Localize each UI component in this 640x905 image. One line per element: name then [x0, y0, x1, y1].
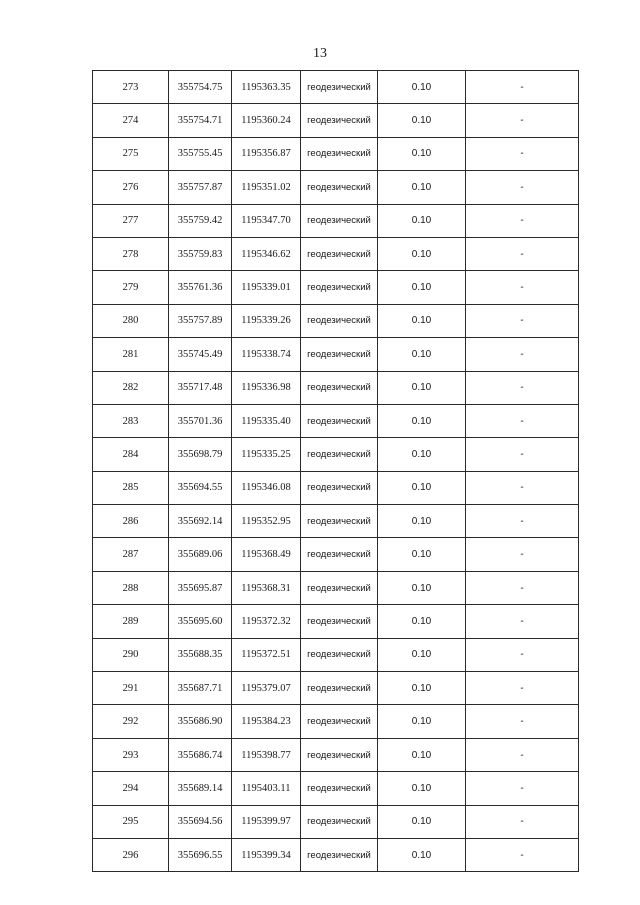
point-number-cell: 293	[93, 738, 169, 771]
x-coordinate-cell: 355687.71	[169, 672, 232, 705]
accuracy-cell: 0.10	[378, 471, 466, 504]
table-row	[93, 471, 579, 504]
x-coordinate-cell: 355755.45	[169, 137, 232, 170]
note-cell: -	[466, 705, 579, 738]
y-coordinate-cell: 1195372.32	[232, 605, 301, 638]
point-number-cell: 274	[93, 104, 169, 137]
point-number-cell: 279	[93, 271, 169, 304]
method-cell: геодезический	[301, 638, 378, 671]
point-number-cell: 295	[93, 805, 169, 838]
table-row	[93, 137, 579, 170]
point-number-cell: 285	[93, 471, 169, 504]
point-number-cell: 286	[93, 505, 169, 538]
note-cell: -	[466, 71, 579, 104]
note-cell: -	[466, 171, 579, 204]
method-cell: геодезический	[301, 338, 378, 371]
y-coordinate-cell: 1195399.97	[232, 805, 301, 838]
table-row	[93, 505, 579, 538]
method-cell: геодезический	[301, 104, 378, 137]
note-cell: -	[466, 638, 579, 671]
table-row	[93, 805, 579, 838]
x-coordinate-cell: 355701.36	[169, 404, 232, 437]
x-coordinate-cell: 355694.56	[169, 805, 232, 838]
y-coordinate-cell: 1195346.62	[232, 237, 301, 270]
accuracy-cell: 0.10	[378, 805, 466, 838]
note-cell: -	[466, 338, 579, 371]
table-row	[93, 171, 579, 204]
point-number-cell: 292	[93, 705, 169, 738]
accuracy-cell: 0.10	[378, 738, 466, 771]
table-row	[93, 404, 579, 437]
note-cell: -	[466, 204, 579, 237]
x-coordinate-cell: 355759.83	[169, 237, 232, 270]
y-coordinate-cell: 1195347.70	[232, 204, 301, 237]
table-row	[93, 104, 579, 137]
table-row	[93, 605, 579, 638]
accuracy-cell: 0.10	[378, 304, 466, 337]
point-number-cell: 275	[93, 137, 169, 170]
method-cell: геодезический	[301, 71, 378, 104]
point-number-cell: 283	[93, 404, 169, 437]
note-cell: -	[466, 772, 579, 805]
method-cell: геодезический	[301, 605, 378, 638]
accuracy-cell: 0.10	[378, 338, 466, 371]
x-coordinate-cell: 355686.90	[169, 705, 232, 738]
method-cell: геодезический	[301, 705, 378, 738]
method-cell: геодезический	[301, 204, 378, 237]
point-number-cell: 284	[93, 438, 169, 471]
point-number-cell: 282	[93, 371, 169, 404]
x-coordinate-cell: 355692.14	[169, 505, 232, 538]
accuracy-cell: 0.10	[378, 104, 466, 137]
point-number-cell: 287	[93, 538, 169, 571]
y-coordinate-cell: 1195352.95	[232, 505, 301, 538]
y-coordinate-cell: 1195338.74	[232, 338, 301, 371]
y-coordinate-cell: 1195368.49	[232, 538, 301, 571]
note-cell: -	[466, 137, 579, 170]
method-cell: геодезический	[301, 571, 378, 604]
point-number-cell: 289	[93, 605, 169, 638]
point-number-cell: 288	[93, 571, 169, 604]
x-coordinate-cell: 355689.06	[169, 538, 232, 571]
x-coordinate-cell: 355754.75	[169, 71, 232, 104]
accuracy-cell: 0.10	[378, 71, 466, 104]
accuracy-cell: 0.10	[378, 271, 466, 304]
y-coordinate-cell: 1195336.98	[232, 371, 301, 404]
method-cell: геодезический	[301, 137, 378, 170]
note-cell: -	[466, 371, 579, 404]
y-coordinate-cell: 1195356.87	[232, 137, 301, 170]
table-row	[93, 538, 579, 571]
table-row	[93, 237, 579, 270]
x-coordinate-cell: 355686.74	[169, 738, 232, 771]
accuracy-cell: 0.10	[378, 204, 466, 237]
accuracy-cell: 0.10	[378, 505, 466, 538]
note-cell: -	[466, 104, 579, 137]
y-coordinate-cell: 1195339.26	[232, 304, 301, 337]
x-coordinate-cell: 355689.14	[169, 772, 232, 805]
note-cell: -	[466, 805, 579, 838]
table-row	[93, 338, 579, 371]
note-cell: -	[466, 571, 579, 604]
note-cell: -	[466, 404, 579, 437]
method-cell: геодезический	[301, 805, 378, 838]
point-number-cell: 290	[93, 638, 169, 671]
accuracy-cell: 0.10	[378, 772, 466, 805]
note-cell: -	[466, 505, 579, 538]
accuracy-cell: 0.10	[378, 371, 466, 404]
table-row	[93, 638, 579, 671]
y-coordinate-cell: 1195368.31	[232, 571, 301, 604]
method-cell: геодезический	[301, 371, 378, 404]
table-row	[93, 772, 579, 805]
point-number-cell: 280	[93, 304, 169, 337]
y-coordinate-cell: 1195379.07	[232, 672, 301, 705]
table-row	[93, 705, 579, 738]
accuracy-cell: 0.10	[378, 438, 466, 471]
x-coordinate-cell: 355695.87	[169, 571, 232, 604]
point-number-cell: 277	[93, 204, 169, 237]
table-row	[93, 738, 579, 771]
method-cell: геодезический	[301, 772, 378, 805]
method-cell: геодезический	[301, 171, 378, 204]
y-coordinate-cell: 1195339.01	[232, 271, 301, 304]
x-coordinate-cell: 355759.42	[169, 204, 232, 237]
note-cell: -	[466, 538, 579, 571]
table-row	[93, 304, 579, 337]
accuracy-cell: 0.10	[378, 538, 466, 571]
accuracy-cell: 0.10	[378, 137, 466, 170]
y-coordinate-cell: 1195335.40	[232, 404, 301, 437]
page-number: 13	[313, 46, 327, 61]
x-coordinate-cell: 355757.89	[169, 304, 232, 337]
table-row	[93, 71, 579, 104]
y-coordinate-cell: 1195346.08	[232, 471, 301, 504]
point-number-cell: 281	[93, 338, 169, 371]
method-cell: геодезический	[301, 271, 378, 304]
method-cell: геодезический	[301, 838, 378, 871]
note-cell: -	[466, 237, 579, 270]
accuracy-cell: 0.10	[378, 705, 466, 738]
accuracy-cell: 0.10	[378, 605, 466, 638]
method-cell: геодезический	[301, 672, 378, 705]
y-coordinate-cell: 1195363.35	[232, 71, 301, 104]
table-row	[93, 371, 579, 404]
x-coordinate-cell: 355694.55	[169, 471, 232, 504]
accuracy-cell: 0.10	[378, 171, 466, 204]
note-cell: -	[466, 605, 579, 638]
note-cell: -	[466, 271, 579, 304]
method-cell: геодезический	[301, 738, 378, 771]
note-cell: -	[466, 838, 579, 871]
x-coordinate-cell: 355717.48	[169, 371, 232, 404]
y-coordinate-cell: 1195360.24	[232, 104, 301, 137]
note-cell: -	[466, 672, 579, 705]
point-number-cell: 278	[93, 237, 169, 270]
coordinates-table-body	[93, 71, 579, 872]
accuracy-cell: 0.10	[378, 237, 466, 270]
y-coordinate-cell: 1195335.25	[232, 438, 301, 471]
note-cell: -	[466, 438, 579, 471]
x-coordinate-cell: 355745.49	[169, 338, 232, 371]
note-cell: -	[466, 738, 579, 771]
note-cell: -	[466, 471, 579, 504]
method-cell: геодезический	[301, 538, 378, 571]
table-row	[93, 571, 579, 604]
x-coordinate-cell: 355696.55	[169, 838, 232, 871]
method-cell: геодезический	[301, 438, 378, 471]
accuracy-cell: 0.10	[378, 638, 466, 671]
method-cell: геодезический	[301, 471, 378, 504]
x-coordinate-cell: 355688.35	[169, 638, 232, 671]
table-row	[93, 204, 579, 237]
accuracy-cell: 0.10	[378, 571, 466, 604]
accuracy-cell: 0.10	[378, 838, 466, 871]
table-row	[93, 672, 579, 705]
x-coordinate-cell: 355698.79	[169, 438, 232, 471]
y-coordinate-cell: 1195403.11	[232, 772, 301, 805]
table-row	[93, 438, 579, 471]
point-number-cell: 291	[93, 672, 169, 705]
method-cell: геодезический	[301, 237, 378, 270]
point-number-cell: 294	[93, 772, 169, 805]
method-cell: геодезический	[301, 304, 378, 337]
accuracy-cell: 0.10	[378, 672, 466, 705]
coordinates-table	[92, 70, 579, 872]
table-row	[93, 838, 579, 871]
point-number-cell: 276	[93, 171, 169, 204]
x-coordinate-cell: 355754.71	[169, 104, 232, 137]
method-cell: геодезический	[301, 404, 378, 437]
y-coordinate-cell: 1195398.77	[232, 738, 301, 771]
accuracy-cell: 0.10	[378, 404, 466, 437]
y-coordinate-cell: 1195399.34	[232, 838, 301, 871]
x-coordinate-cell: 355757.87	[169, 171, 232, 204]
x-coordinate-cell: 355695.60	[169, 605, 232, 638]
table-row	[93, 271, 579, 304]
y-coordinate-cell: 1195384.23	[232, 705, 301, 738]
point-number-cell: 296	[93, 838, 169, 871]
method-cell: геодезический	[301, 505, 378, 538]
x-coordinate-cell: 355761.36	[169, 271, 232, 304]
y-coordinate-cell: 1195351.02	[232, 171, 301, 204]
y-coordinate-cell: 1195372.51	[232, 638, 301, 671]
note-cell: -	[466, 304, 579, 337]
point-number-cell: 273	[93, 71, 169, 104]
